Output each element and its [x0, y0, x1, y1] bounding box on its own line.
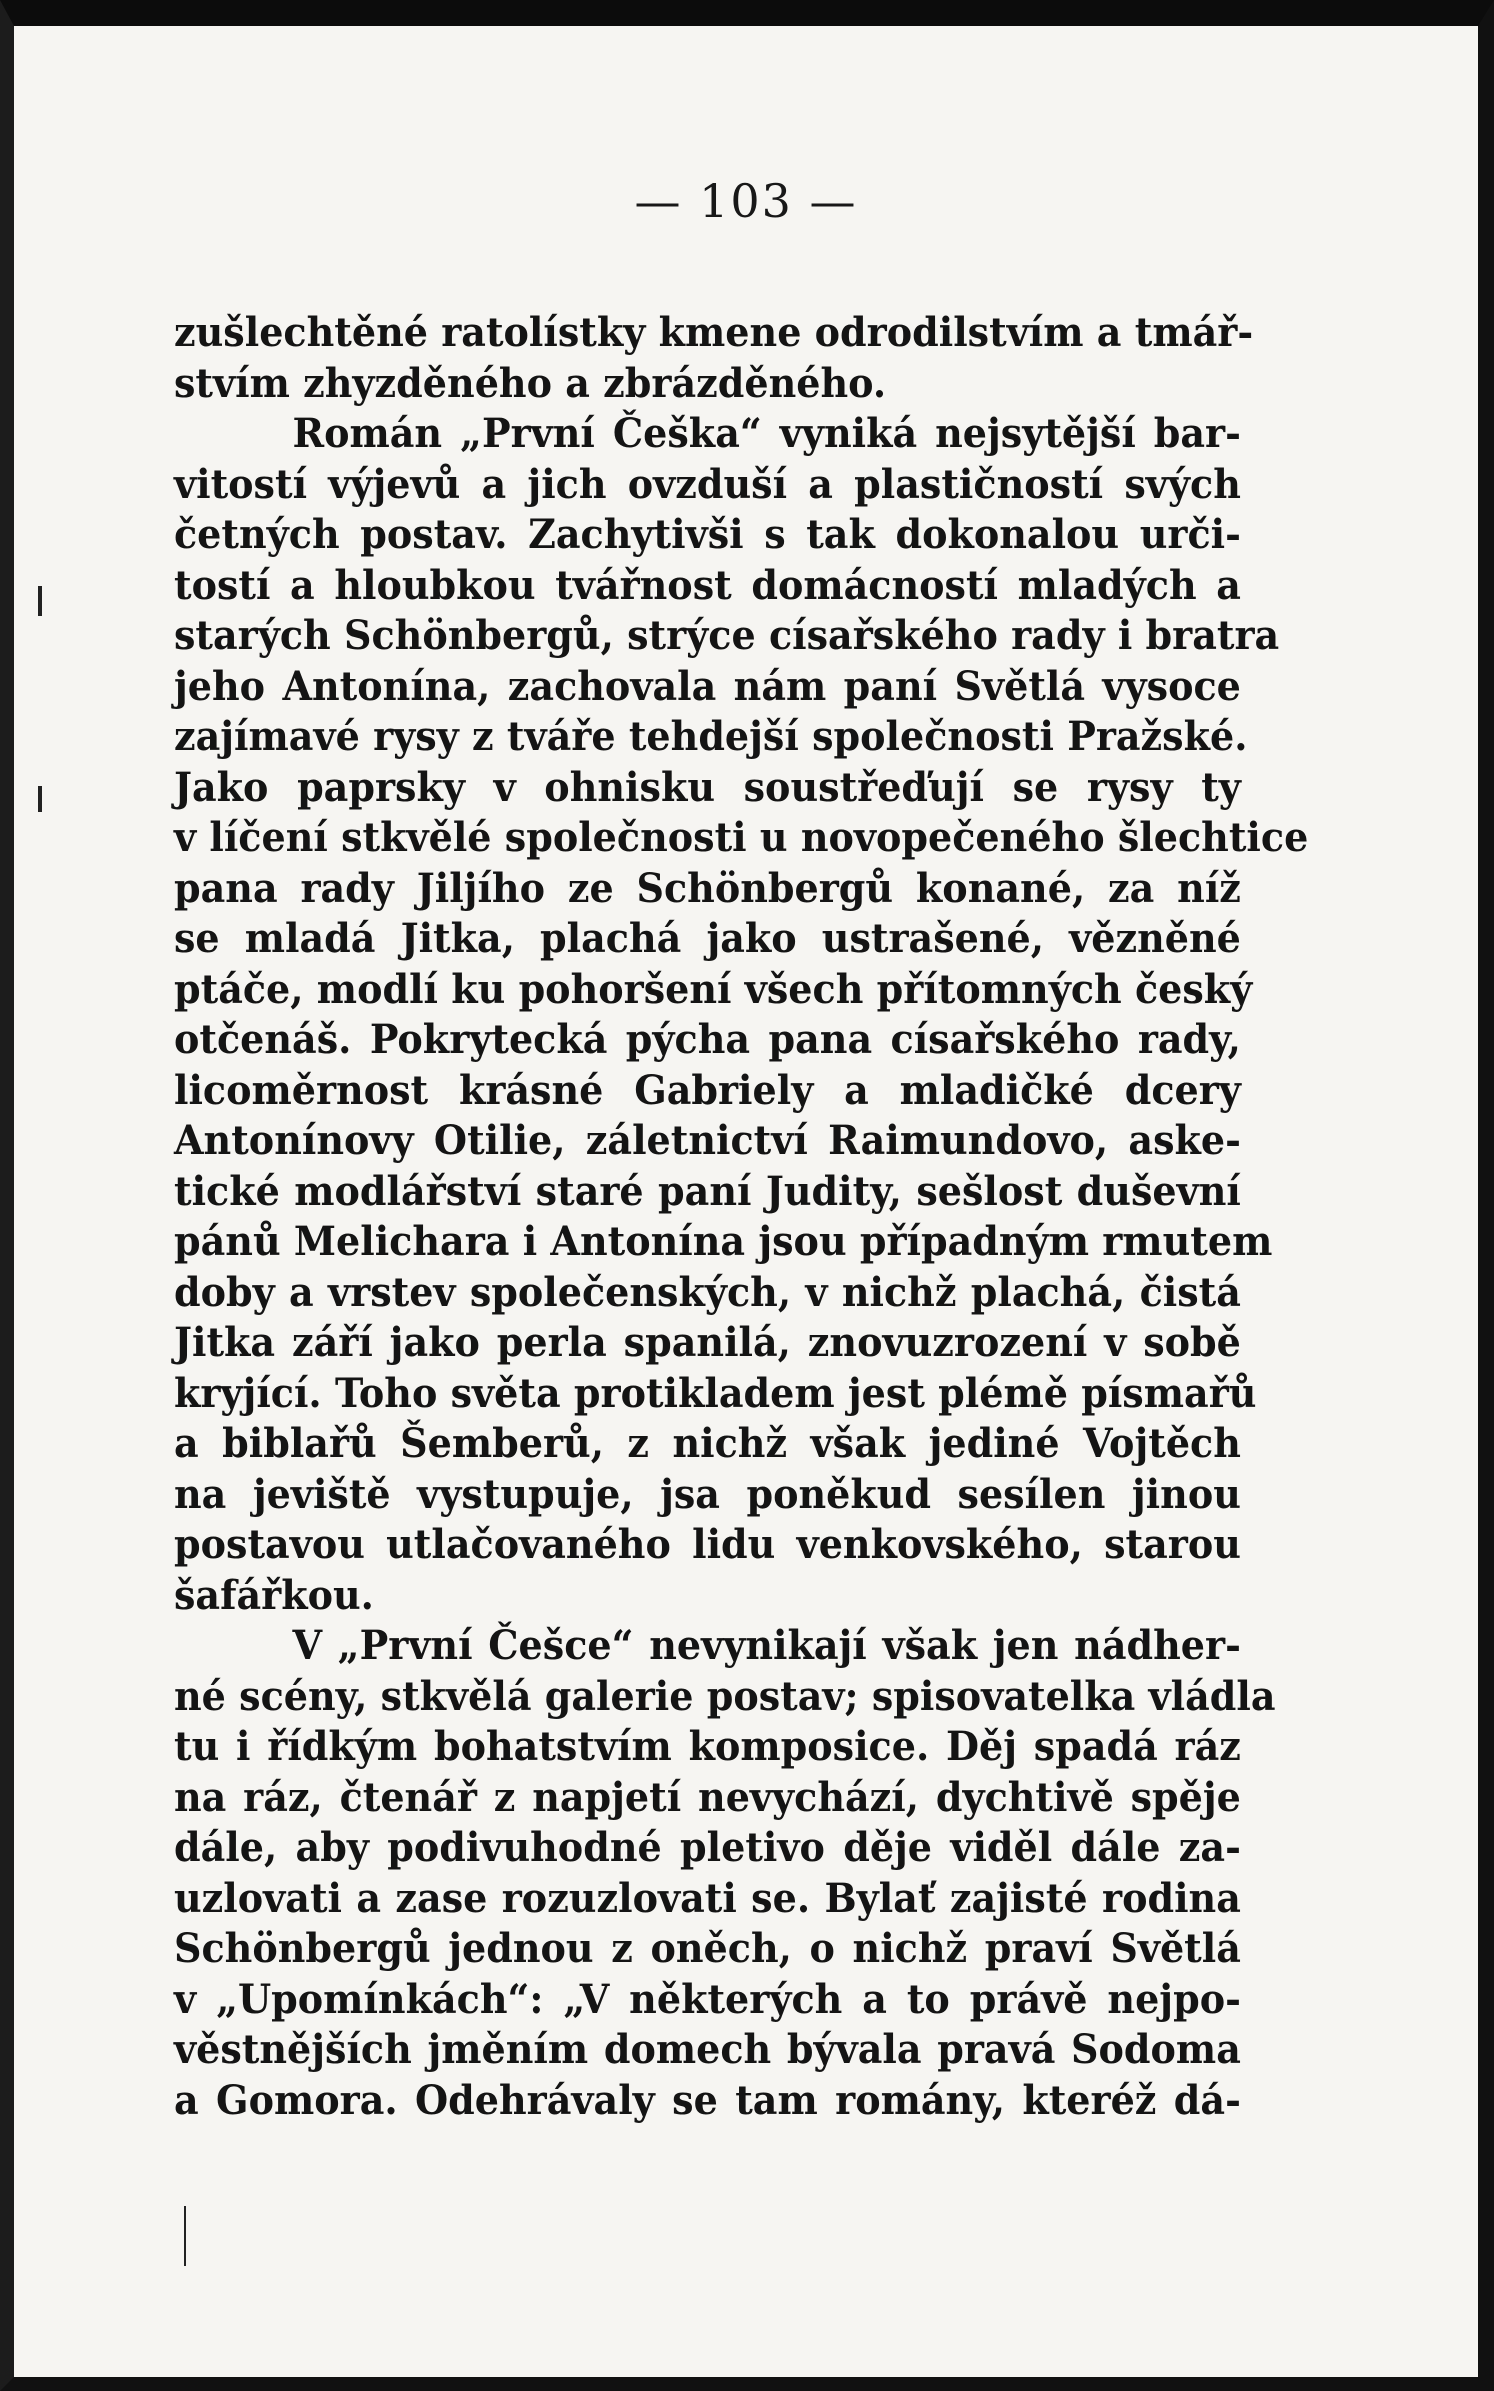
text-line: uzlovati a zase rozuzlovati se. Bylať zajisté rodina — [174, 1873, 1241, 1922]
margin-mark — [38, 786, 42, 812]
text-line: Jitka září jako perla spanilá, znovuzrození v sobě — [174, 1318, 1241, 1366]
text-line: tostí a hloubkou tvářnost domácností mladých a — [174, 560, 1241, 609]
text-line: na jeviště vystupuje, jsa poněkud sesílen jinou — [174, 1469, 1241, 1518]
text-line: v „Upomínkách“: „V některých a to právě nejpo- — [174, 1974, 1241, 2023]
text-line: tu i řídkým bohatstvím komposice. Děj spadá ráz — [174, 1722, 1241, 1770]
text-line: šafářkou. — [174, 1570, 374, 1619]
text-line: pana rady Jiljího ze Schönbergů konané, za níž — [174, 863, 1241, 912]
text-line: jeho Antonína, zachovala nám paní Světlá vysoce — [174, 661, 1241, 710]
text-line: Antonínovy Otilie, záletnictví Raimundovo, aske- — [174, 1116, 1241, 1164]
text-line: na ráz, čtenář z napjetí nevychází, dychtivě spěje — [174, 1772, 1241, 1821]
text-line: zušlechtěné ratolístky kmene odrodilstvím a tmář- — [174, 308, 1254, 356]
text-line: a Gomora. Odehrávaly se tam romány, kteréž dá- — [174, 2075, 1241, 2124]
text-line: dále, aby podivuhodné pletivo děje viděl dále za- — [174, 1823, 1241, 1871]
margin-mark — [184, 2206, 186, 2266]
text-line: zajímavé rysy z tváře tehdejší společnosti Pražské. — [174, 712, 1248, 760]
text-line: se mladá Jitka, plachá jako ustrašené, vězněné — [174, 914, 1241, 962]
text-line: licoměrnost krásné Gabriely a mladičké dcery — [174, 1065, 1241, 1114]
text-line: V „První Češce“ nevynikají však jen nádher- — [292, 1621, 1241, 1669]
text-line: v líčení stkvělé společnosti u novopečeného šlechtice — [174, 813, 1309, 861]
text-line: vitostí výjevů a jich ovzduší a plastičností svých — [174, 459, 1241, 508]
text-line: tické modlářství staré paní Judity, sešlost duševní — [174, 1166, 1241, 1215]
text-line: né scény, stkvělá galerie postav; spisovatelka vládla — [174, 1671, 1276, 1720]
text-line: Schönbergů jednou z oněch, o nichž praví Světlá — [174, 1924, 1241, 1972]
text-line: doby a vrstev společenských, v nichž plachá, čistá — [174, 1267, 1241, 1316]
text-line: Román „První Češka“ vyniká nejsytější bar- — [292, 409, 1241, 457]
margin-mark — [38, 586, 42, 616]
text-line: věstnějších jměním domech bývala pravá Sodoma — [174, 2025, 1241, 2073]
text-line: stvím zhyzděného a zbrázděného. — [174, 358, 887, 407]
page-number: — 103 — — [634, 174, 858, 228]
body-text — [174, 307, 1309, 2125]
text-line: pánů Melichara i Antonína jsou případným rmutem — [174, 1217, 1273, 1265]
text-line: postavou utlačovaného lidu venkovského, starou — [174, 1520, 1241, 1568]
text-line: ptáče, modlí ku pohoršení všech přítomných český — [174, 964, 1253, 1013]
text-line: otčenáš. Pokrytecká pýcha pana císařského rady, — [174, 1015, 1241, 1063]
text-line: Jako paprsky v ohnisku soustřeďují se rysy ty — [174, 762, 1241, 811]
text-line: starých Schönbergů, strýce císařského rady i bratra — [174, 611, 1280, 659]
text-line: kryjící. Toho světa protikladem jest plémě písmařů — [174, 1368, 1257, 1417]
text-line: četných postav. Zachytivši s tak dokonalou urči- — [174, 510, 1241, 558]
text-line: a biblařů Šemberů, z nichž však jediné Vojtěch — [174, 1419, 1241, 1467]
